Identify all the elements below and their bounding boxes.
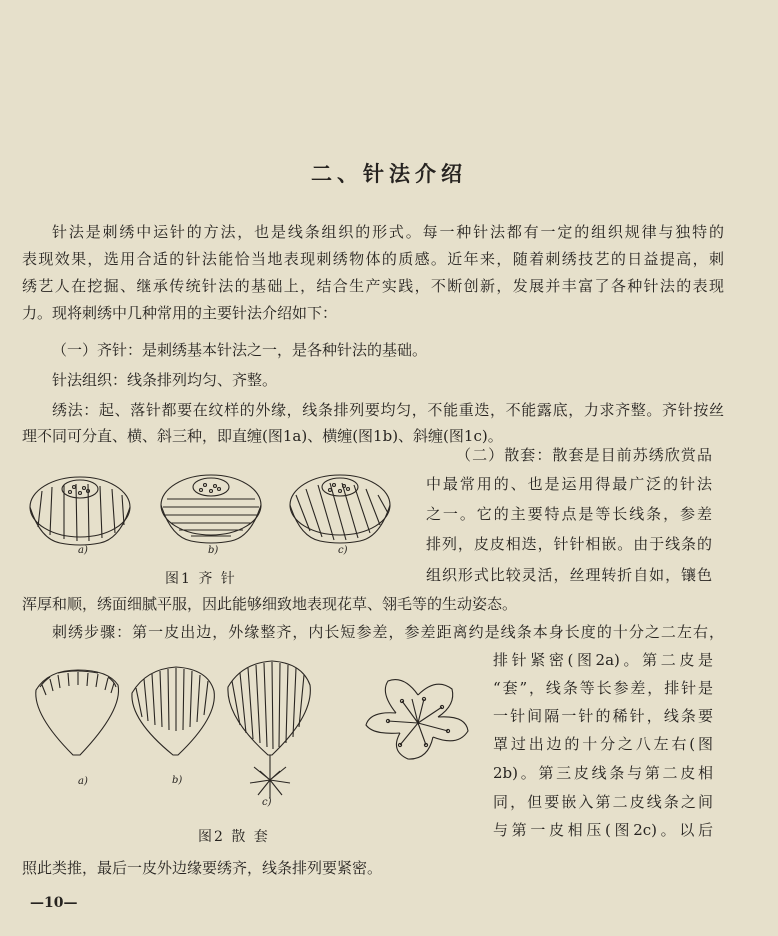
cherry-blossom: [366, 680, 468, 759]
figure2-label-c: c): [262, 797, 272, 808]
section1-organization: 针法组织：线条排列均匀、齐整。: [52, 371, 278, 389]
section2-line-4: 排列，皮皮相迭，针针相嵌。由于线条的: [426, 535, 712, 553]
chrysanthemum-c: [290, 475, 390, 543]
section1-method-line-1: 绣法：起、落针都要在纹样的外缘，线条排列要均匀，不能重迭，不能露底，力求齐整。齐针按丝: [52, 401, 724, 419]
figure1-label-c: c): [338, 545, 348, 556]
chrysanthemum-b: [161, 475, 261, 543]
section2-steps-line-1: 刺绣步骤：第一皮出边，外缘整齐，内长短参差，参差距离约是线条本身长度的十分之二左右，: [52, 623, 724, 641]
section2-steps-line-5: 罩过出边的十分之八左右(图: [493, 735, 713, 753]
section2-steps-line-7: 同，但要嵌入第二皮线条之间: [493, 793, 713, 811]
petal-b: [132, 667, 214, 755]
petal-c: [228, 661, 310, 799]
section2-line-2: 中最常用的、也是运用得最广泛的针法: [426, 475, 712, 493]
section2-line-3: 之一。它的主要特点是等长线条，参差: [426, 505, 712, 523]
section2-line-5: 组织形式比较灵活，丝理转折自如，镶色: [426, 566, 712, 584]
figure1-caption: 图1 齐 针: [165, 571, 237, 587]
intro-line-1: 针法是刺绣中运针的方法，也是线条组织的形式。每一种针法都有一定的组织规律与独特的: [52, 223, 724, 241]
section2-line-1: （二）散套：散套是目前苏绣欣赏品: [456, 446, 712, 464]
section1-heading: （一）齐针：是刺绣基本针法之一，是各种针法的基础。: [52, 341, 428, 359]
intro-line-2: 表现效果，选用合适的针法能恰当地表现刺绣物体的质感。近年来，随着刺绣技艺的日益提高，刺: [22, 250, 724, 268]
figure1-label-a: a): [78, 545, 88, 556]
chrysanthemum-a: [30, 477, 130, 545]
section2-steps-line-3: “套”，线条等长参差，排针是: [493, 679, 713, 697]
figure2-caption: 图2 散 套: [198, 829, 270, 845]
figure2-label-b: b): [172, 775, 183, 786]
chapter-title: 二、针法介绍: [311, 162, 467, 186]
petal-a: [36, 670, 119, 755]
section2-steps-line-8: 与第一皮相压(图2c)。以后: [493, 821, 713, 839]
figure1-label-b: b): [208, 545, 219, 556]
figure2-drawing: [28, 655, 478, 815]
section2-steps-line-2: 排针紧密(图2a)。第二皮是: [493, 651, 713, 669]
intro-line-3: 绣艺人在挖掘、继承传统针法的基础上，结合生产实践，不断创新，发展并丰富了各种针法的表现: [22, 277, 724, 295]
section1-method-line-2: 理不同可分直、横、斜三种，即直缠(图1a)、横缠(图1b)、斜缠(图1c)。: [22, 427, 503, 445]
section2-steps-line-4: 一针间隔一针的稀针，线条要: [493, 707, 713, 725]
figure2-label-a: a): [78, 776, 88, 787]
section2-line-6: 浑厚和顺，绣面细腻平服，因此能够细致地表现花草、翎毛等的生动姿态。: [22, 595, 518, 613]
section2-steps-line-6: 2b)。第三皮线条与第二皮相: [493, 764, 713, 782]
section2-steps-last-line: 照此类推，最后一皮外边缘要绣齐，线条排列要紧密。: [22, 859, 383, 877]
intro-line-4: 力。现将刺绣中几种常用的主要针法介绍如下：: [22, 304, 338, 322]
page-number: —10—: [30, 895, 78, 911]
